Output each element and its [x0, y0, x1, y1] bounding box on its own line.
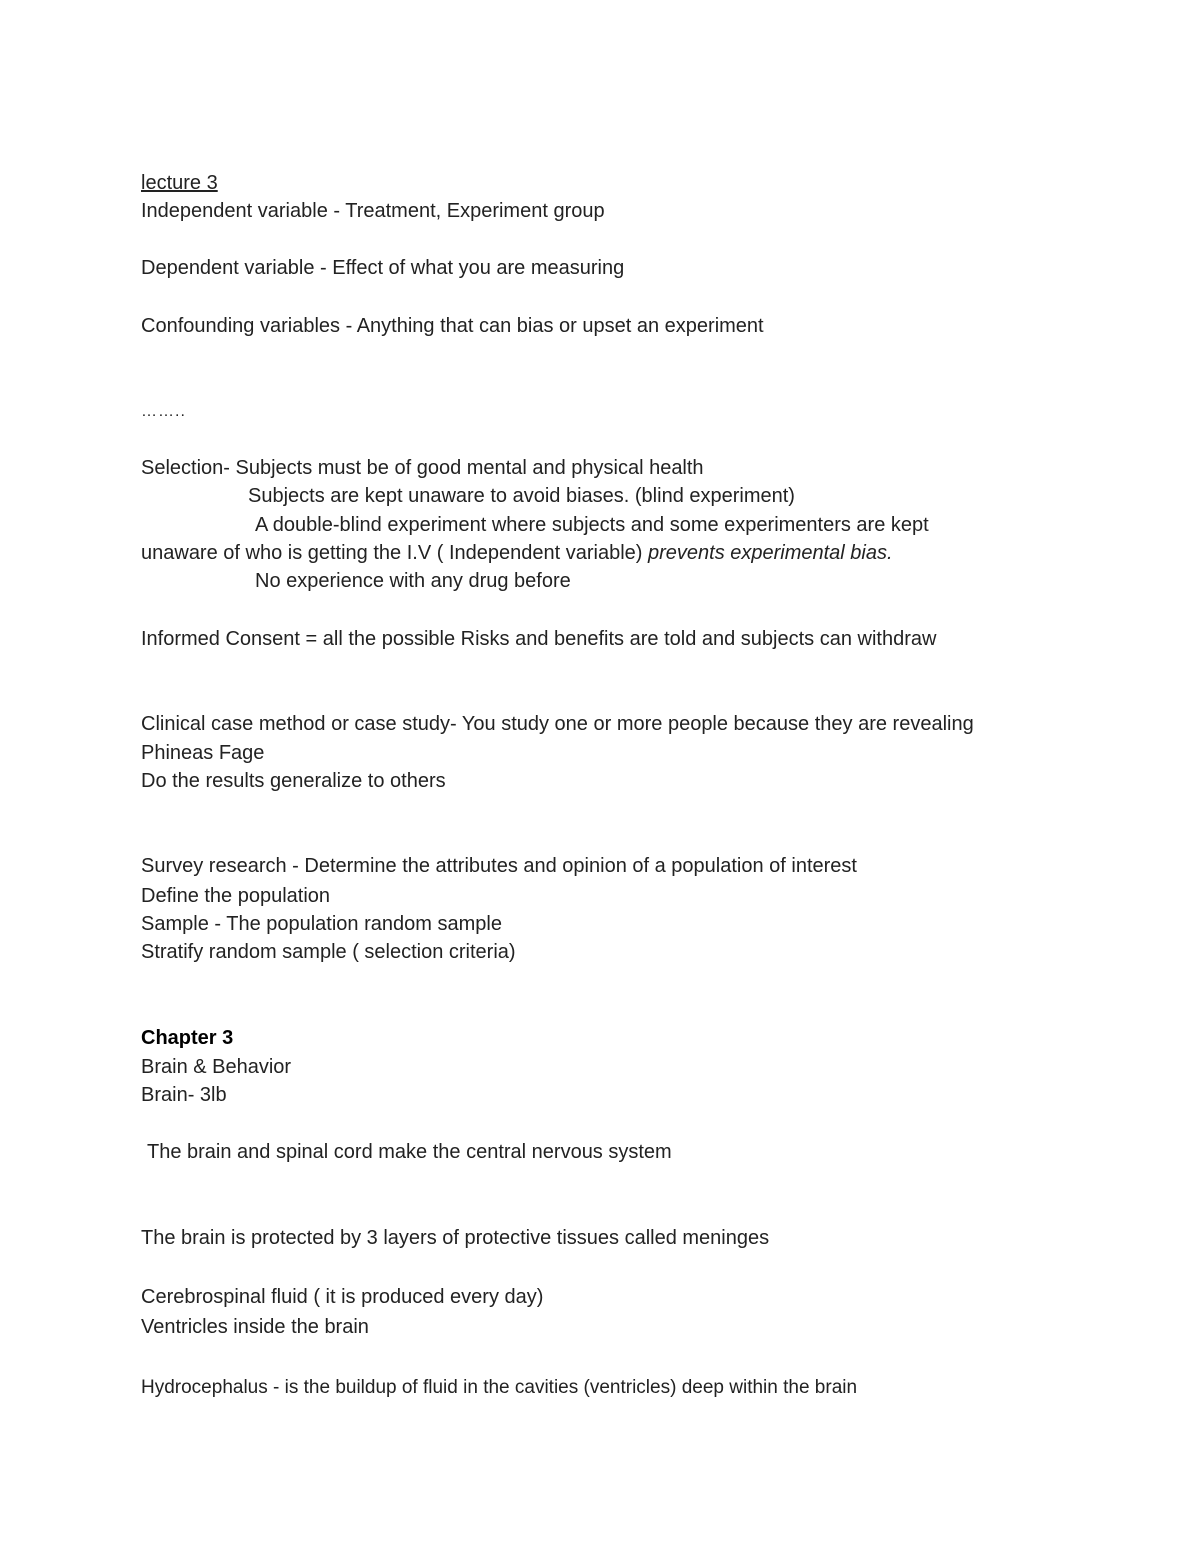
- italic-emphasis: prevents experimental bias.: [647, 542, 893, 564]
- separator-dots: ……..: [141, 403, 186, 420]
- text-span: unaware of who is getting the I.V ( Independent variable): [141, 542, 648, 564]
- text-line: Independent variable - Treatment, Experiment group: [141, 200, 605, 222]
- lecture-heading: lecture 3: [141, 172, 218, 194]
- text-line: Stratify random sample ( selection criteria): [141, 941, 516, 963]
- text-line: Informed Consent = all the possible Risks and benefits are told and subjects can withdraw: [141, 628, 937, 650]
- text-line: Brain & Behavior: [141, 1056, 292, 1078]
- text-line: Clinical case method or case study- You study one or more people because they are revealing: [141, 713, 974, 735]
- text-line: Ventricles inside the brain: [141, 1316, 369, 1338]
- text-line: Selection- Subjects must be of good mental and physical health: [141, 457, 704, 479]
- text-line: The brain and spinal cord make the central nervous system: [147, 1141, 672, 1163]
- text-line: Subjects are kept unaware to avoid biases. (blind experiment): [248, 485, 795, 507]
- text-line: Brain- 3lb: [141, 1084, 227, 1106]
- text-line: Dependent variable - Effect of what you are measuring: [141, 257, 625, 279]
- text-line: Phineas Fage: [141, 742, 265, 764]
- text-line: Hydrocephalus - is the buildup of fluid in the cavities (ventricles) deep within the brain: [141, 1377, 858, 1398]
- chapter-heading: Chapter 3: [141, 1027, 234, 1049]
- text-line: Cerebrospinal fluid ( it is produced every day): [141, 1286, 544, 1308]
- text-line: Confounding variables - Anything that can bias or upset an experiment: [141, 315, 764, 337]
- text-line: Sample - The population random sample: [141, 913, 502, 935]
- text-line: The brain is protected by 3 layers of protective tissues called meninges: [141, 1227, 770, 1249]
- text-line: No experience with any drug before: [255, 570, 571, 592]
- text-line: Survey research - Determine the attributes and opinion of a population of interest: [141, 855, 857, 877]
- text-line: A double-blind experiment where subjects and some experimenters are kept: [255, 514, 929, 536]
- text-line: Define the population: [141, 885, 331, 907]
- text-line: Do the results generalize to others: [141, 770, 446, 792]
- text-line: [141, 541, 893, 565]
